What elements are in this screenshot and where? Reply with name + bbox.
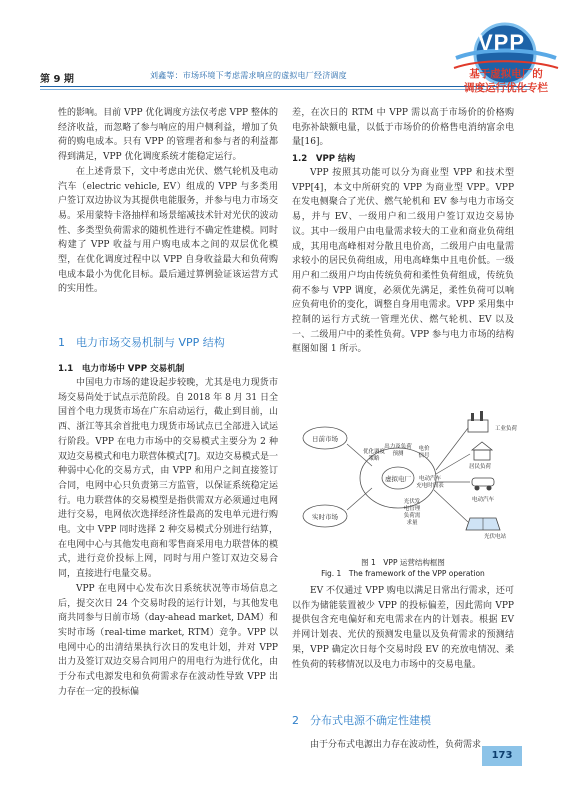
subsection-heading-1-2: 1.2 VPP 结构 (292, 154, 356, 164)
right-col-block-2 (292, 166, 514, 357)
load-label-2: 求量 (406, 520, 418, 526)
house-icon (472, 442, 492, 460)
figure-caption-cn: 图 1 VPP 运营结构框图 (361, 558, 445, 567)
ev-sched-label-2: 充电时间表 (416, 483, 444, 489)
badge-line-1: 基于虚拟电厂的 (469, 68, 543, 80)
figure-caption-en: Fig. 1 The framework of the VPP operation (321, 569, 485, 578)
paragraph: EV 不仅通过 VPP 购电以满足日常出行需求，还可以作为储能装置被少 VPP 的投标偏差，因此需向 VPP 提供包含充电偏好和充电需求在内的计划表。根据 EV 并网计划表、光伏的预测发电量以及负荷需求的预测结果，VPP 确定次日每个交易时段 EV 的充放电情况、柔性负荷的转移情况以及电力市场中的交易电量。 (292, 586, 514, 670)
load-label-1: 负荷需 (403, 513, 421, 519)
paragraph: 由于分布式电源出力存在波动性，负荷需求 (310, 740, 482, 750)
paragraph: 差，在次日的 RTM 中 VPP 需以高于市场价的价格购电弥补缺额电量，以低于市场价的价格售电消纳富余电量[16]。 (292, 108, 514, 148)
paragraph: 中国电力市场的建设起步较晚，尤其是电力现货市场交易尚处于试点示范阶段。自 2018 年 8 月 31 日全国首个电力现货市场在广东启动运行，截止到目前，山西、浙江等其余首批电力现货市场试点已全部进入试运行阶段。VPP 在电力市场中的交易模式主要分为 2 种双边交易模式和电力联营体模式[7]。双边交易模式是一种弱中心化的交易方式，由 VPP 和用户之间直接签订合同，电网中心只负责第三方监管，以保证系统稳定运行。电力联营体的交易模型是指供需双方必须通过电网进行交易，电网依次选择经济性最高的发电单元进行购电。文中 VPP 同时选择 2 种交易模式分别进行结算，在电网中心与其他发电商和零售商采用电力联营体的模式，进行竞价投标上网，同时与用户签订双边交易合同，直接进行电量交易。 (58, 378, 278, 580)
paragraph: VPP 在电网中心发布次日系统状况等市场信息之后，提交次日 24 个交易时段的运行计划，与其他发电商共同参与日前市场（day-ahead market, DAM）和实时市场（real-time market, RTM）竞争。VPP 以电网中心的出清结果执行次日的发电计划，并对 VPP 出力及签订双边交易合同用户的用电行为进行优化，由于分布式电源发电和负荷需求存在波动性导致 VPP 出力存在一定的投标偏 (58, 583, 278, 697)
left-col-block-2 (58, 376, 278, 699)
connector-lines (434, 428, 470, 522)
paragraph: 性的影响。目前 VPP 优化调度方法仅考虑 VPP 整体的经济收益，而忽略了参与响应的用户侧利益，增加了负荷的购电成本。只有 VPP 的管理者和参与者的利益都得到满足，VPP 优化调度系统才能稳定运行。 (58, 108, 278, 163)
issue-number: 第 9 期 (40, 74, 74, 85)
link-rtm (347, 488, 372, 510)
out-label-2: 预测 (392, 451, 404, 457)
out-label-1: 出力及负荷 (384, 444, 412, 450)
right-col-block-1 (292, 106, 514, 150)
subsection-heading-1-1: 1.1 电力市场中 VPP 交易机制 (58, 364, 185, 374)
rtm-label: 实时市场 (312, 513, 338, 521)
page-number: 173 (482, 746, 522, 766)
left-col-block-1 (58, 106, 278, 297)
section-heading-1: 1 电力市场交易机制与 VPP 结构 (58, 336, 225, 349)
pv-station-label: 光伏电站 (483, 534, 506, 540)
ev-label: 电动汽车 (471, 497, 495, 503)
badge-vpp-text: VPP (478, 30, 526, 55)
ev-icon (472, 478, 494, 491)
pv-mgmt-label-2: 电管理 (403, 506, 421, 512)
right-col-block-4 (292, 738, 514, 753)
right-col-block-3 (292, 584, 514, 672)
badge-line-2: 调度运行优化专栏 (464, 82, 548, 94)
factory-icon (468, 411, 488, 432)
paragraph: 在上述背景下，文中考虑由光伏、燃气轮机及电动汽车（electric vehicle, EV）组成的 VPP 与多类用户签订双边协议为其提供电能服务，并参与电力市场交易。采用蒙特卡洛抽样和场景缩减技术针对光伏的波动性、多类型负荷需求的随机性进行不确定性建模。同时构建了 VPP 收益与用户购电成本之间的双层优化模型，在优化调度过程中以 VPP 自身收益最大和负荷购电成本最小为优化目标。最后通过算例验证该运营方式的实用性。 (58, 166, 278, 295)
price-label-2: 信号 (418, 453, 430, 459)
dam-label: 日前市场 (312, 435, 338, 443)
running-title: 刘鑫等：市场环境下考虑需求响应的虚拟电厂经济调度 (150, 71, 347, 80)
link-dam (347, 444, 372, 466)
pv-mgmt-label-1: 光伏发 (403, 499, 421, 505)
opt-label-1: 优化调度 (362, 449, 386, 455)
resident-label: 居民负荷 (468, 464, 492, 470)
vpp-framework-figure (300, 408, 518, 544)
price-label-1: 电价 (418, 446, 430, 452)
paragraph: VPP 按照其功能可以分为商业型 VPP 和技术型 VPP[4]，本文中所研究的 VPP 为商业型 VPP。VPP 在发电侧聚合了光伏、燃气轮机和 EV 参与电力市场交易，并与 EV、一级用户和二级用户签订双边交易协议。其中一级用户由电量需求较大的工业和商业负荷组成，其用电高峰相对分散且电价高，二级用户由电量需求较小的居民负荷组成，用电高峰集中且电价低。一级用户和二级用户均由传统负荷和柔性负荷组成，传统负荷不参与 VPP 调度，必须优先满足，柔性负荷可以响应负荷电价的变化，调整自身用电需求。VPP 采用集中控制的运行方式统一管理光伏、燃气轮机、EV 以及一、二级用户中的柔性负荷。VPP 参与电力市场的结构框图如图 1 所示。 (292, 168, 514, 355)
ev-sched-label-1: 电动汽车 (418, 476, 442, 482)
opt-label-2: 策略 (368, 456, 380, 462)
solar-panel-icon (466, 518, 500, 530)
vpp-core-label: 虚拟电厂 (385, 475, 411, 483)
industry-label: 工业负荷 (495, 426, 518, 432)
section-heading-2: 2 分布式电源不确定性建模 (292, 714, 431, 727)
